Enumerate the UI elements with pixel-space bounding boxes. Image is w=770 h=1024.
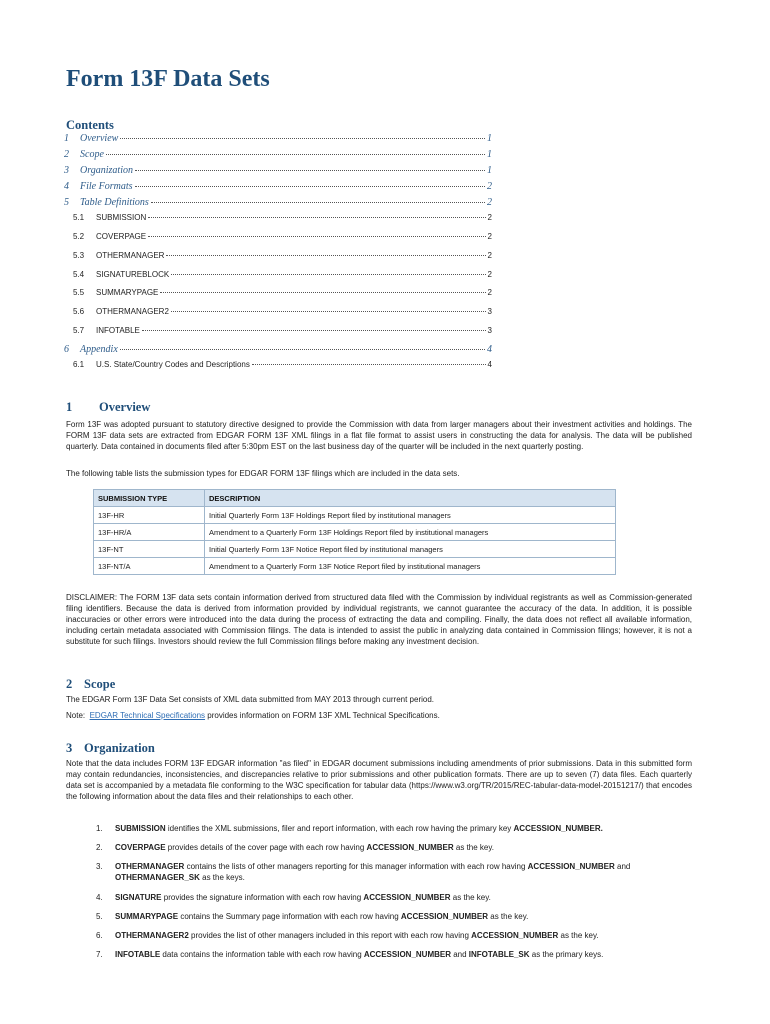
toc-number: 5.1 — [73, 213, 85, 222]
toc-entry[interactable] — [64, 251, 492, 260]
list-item-keyword: ACCESSION_NUMBER — [363, 893, 451, 902]
list-item-fragment: identifies the XML submissions, filer and report information, with each row having the primary key — [165, 824, 514, 833]
list-item-keyword: ACCESSION_NUMBER. — [513, 824, 603, 833]
list-item-keyword: SUBMISSION — [115, 824, 166, 833]
list-item-fragment: provides details of the cover page with each row having — [165, 843, 367, 852]
list-item-keyword: OTHERMANAGER — [115, 862, 185, 871]
toc-leader-dots — [171, 274, 485, 275]
table-header-row — [94, 490, 616, 507]
toc-label: COVERPAGE — [96, 232, 147, 241]
list-item-fragment: provides the signature information with each row having — [161, 893, 364, 902]
toc-leader-dots — [148, 217, 485, 218]
toc-number: 5 — [64, 197, 69, 208]
toc-label: File Formats — [80, 181, 133, 192]
toc-number: 4 — [64, 181, 69, 192]
description-cell: Amendment to a Quarterly Form 13F Holdings Report filed by institutional managers — [205, 524, 616, 541]
list-item-keyword: COVERPAGE — [115, 843, 166, 852]
toc-page-number: 1 — [487, 165, 492, 176]
toc-number: 5.5 — [73, 288, 85, 297]
scope-heading — [66, 677, 115, 692]
toc-leader-dots — [106, 154, 485, 155]
toc-label: SUMMARYPAGE — [96, 288, 159, 297]
edgar-technical-specifications-link[interactable]: EDGAR Technical Specifications — [89, 711, 206, 720]
list-item-fragment: as the primary keys. — [529, 950, 604, 959]
toc-label: OTHERMANAGER2 — [96, 307, 169, 316]
toc-leader-dots — [160, 292, 485, 293]
list-item-number: 7. — [96, 950, 103, 959]
document-title: Form 13F Data Sets — [66, 66, 270, 92]
toc-number: 5.4 — [73, 270, 85, 279]
toc-page-number: 4 — [487, 344, 492, 355]
toc-number: 5.2 — [73, 232, 85, 241]
toc-entry[interactable] — [64, 360, 492, 369]
toc-entry[interactable] — [64, 344, 492, 355]
organization-heading — [66, 741, 155, 756]
submission-types-table — [93, 489, 616, 575]
table-row — [94, 558, 616, 575]
toc-number: 6 — [64, 344, 69, 355]
list-item-keyword: OTHERMANAGER_SK — [115, 873, 200, 882]
overview-table-intro: The following table lists the submission types for EDGAR FORM 13F filings which are included in the data sets. — [66, 469, 460, 478]
toc-label: SUBMISSION — [96, 213, 147, 222]
toc-leader-dots — [120, 138, 485, 139]
list-item-keyword: ACCESSION_NUMBER — [527, 862, 615, 871]
list-item-keyword: ACCESSION_NUMBER — [400, 912, 489, 921]
table-row — [94, 541, 616, 558]
toc-label: Overview — [80, 133, 119, 144]
list-item-text — [115, 892, 695, 903]
toc-leader-dots — [166, 255, 485, 256]
toc-entry[interactable] — [64, 326, 492, 335]
toc-label: Table Definitions — [80, 197, 149, 208]
toc-number: 5.7 — [73, 326, 85, 335]
description-cell: Initial Quarterly Form 13F Notice Report filed by institutional managers — [205, 541, 616, 558]
toc-entry[interactable] — [64, 133, 492, 144]
list-item-keyword: SUMMARYPAGE — [115, 912, 179, 921]
toc-page-number: 3 — [487, 326, 492, 335]
toc-leader-dots — [120, 349, 485, 350]
toc-page-number: 2 — [487, 251, 492, 260]
toc-entry[interactable] — [64, 270, 492, 279]
toc-number: 6.1 — [73, 360, 85, 369]
list-item-number: 4. — [96, 893, 103, 902]
column-header: DESCRIPTION — [205, 490, 616, 507]
submission-type-cell: 13F-HR — [94, 507, 205, 524]
section-title: Organization — [84, 741, 155, 755]
toc-label: Appendix — [80, 344, 118, 355]
toc-entry[interactable] — [64, 197, 492, 208]
overview-heading — [66, 400, 150, 415]
list-item-keyword: OTHERMANAGER2 — [115, 931, 189, 940]
list-item-number: 1. — [96, 824, 103, 833]
list-item-fragment: and — [451, 950, 469, 959]
toc-page-number: 1 — [487, 133, 492, 144]
toc-leader-dots — [135, 186, 486, 187]
submission-type-cell: 13F-NT — [94, 541, 205, 558]
list-item-keyword: ACCESSION_NUMBER — [363, 950, 451, 959]
list-item-fragment: as the keys. — [199, 873, 245, 882]
toc-entry[interactable] — [64, 288, 492, 297]
toc-number: 1 — [64, 133, 69, 144]
toc-entry[interactable] — [64, 232, 492, 241]
column-header: SUBMISSION TYPE — [94, 490, 205, 507]
section-title: Overview — [99, 400, 151, 414]
list-item-fragment: data contains the information table with each row having — [160, 950, 364, 959]
list-item-fragment: provides the list of other managers included in this report with each row having — [188, 931, 472, 940]
toc-page-number: 2 — [487, 232, 492, 241]
toc-page-number: 2 — [487, 213, 492, 222]
toc-page-number: 2 — [487, 181, 492, 192]
list-item-text — [115, 842, 695, 853]
list-item-text — [115, 823, 695, 834]
note-suffix: provides information on FORM 13F XML Technical Specifications. — [205, 711, 440, 720]
toc-leader-dots — [252, 364, 486, 365]
toc-number: 5.3 — [73, 251, 85, 260]
toc-entry[interactable] — [64, 165, 492, 176]
list-item-fragment: as the key. — [453, 843, 494, 852]
list-item-keyword: ACCESSION_NUMBER — [471, 931, 559, 940]
toc-entry[interactable] — [64, 213, 492, 222]
toc-label: SIGNATUREBLOCK — [96, 270, 170, 279]
list-item-text — [115, 861, 695, 883]
toc-leader-dots — [171, 311, 486, 312]
list-item-number: 6. — [96, 931, 103, 940]
note-prefix: Note: — [66, 711, 90, 720]
list-item-text — [115, 911, 695, 922]
list-item-fragment: as the key. — [450, 893, 491, 902]
description-cell: Amendment to a Quarterly Form 13F Notice Report filed by institutional managers — [205, 558, 616, 575]
toc-leader-dots — [142, 330, 486, 331]
toc-number: 2 — [64, 149, 69, 160]
toc-label: Scope — [80, 149, 104, 160]
description-cell: Initial Quarterly Form 13F Holdings Report filed by institutional managers — [205, 507, 616, 524]
list-item-fragment: as the key. — [558, 931, 599, 940]
list-item-fragment: and — [614, 862, 631, 871]
toc-number: 5.6 — [73, 307, 85, 316]
toc-label: INFOTABLE — [96, 326, 140, 335]
toc-label: Organization — [80, 165, 133, 176]
toc-entry[interactable] — [64, 181, 492, 192]
list-item-text — [115, 949, 695, 960]
table-row — [94, 507, 616, 524]
overview-paragraph: Form 13F was adopted pursuant to statutory directive designed to provide the Commission with data from larger managers about their investment activities and holdings. The FORM 13F data sets are extracted from EDGAR FORM 13F XML filings in a flat file format to assist users in constructing the data for analysis. The data will be published quarterly. Data contained in documents filed after 5:30pm EST on the last business day of the quarter will be included in the next quarterly posting. — [66, 420, 692, 451]
contents-heading: Contents — [66, 118, 114, 132]
toc-page-number: 3 — [487, 307, 492, 316]
toc-leader-dots — [135, 170, 485, 171]
list-item-fragment: as the key. — [488, 912, 529, 921]
list-item-text — [115, 930, 695, 941]
organization-paragraph: Note that the data includes FORM 13F EDGAR information "as filed" in EDGAR document submissions including amendments of prior submissions. Data in this submitted form may contain redundancies, inconsistencies, and discrepancies relative to prior submissions and other publication formats. There are up to seven (7) data files. Each quarterly data set is accompanied by a metadata file conforming to the W3C specification for tabular data (https://www.w3.org/TR/2015/REC-tabular-data-model-20151217/) that encodes the following information about the data files and their relationships to each other. — [66, 759, 692, 801]
submission-type-cell: 13F-NT/A — [94, 558, 205, 575]
toc-page-number: 1 — [487, 149, 492, 160]
toc-leader-dots — [148, 236, 485, 237]
toc-page-number: 2 — [487, 288, 492, 297]
list-item-fragment: contains the Summary page information with each row having — [178, 912, 401, 921]
list-item-keyword: INFOTABLE_SK — [468, 950, 530, 959]
scope-paragraph: The EDGAR Form 13F Data Set consists of XML data submitted from MAY 2013 through current period. — [66, 695, 435, 704]
toc-leader-dots — [151, 202, 485, 203]
section-number: 2 — [66, 677, 73, 691]
list-item-keyword: ACCESSION_NUMBER — [366, 843, 454, 852]
list-item-number: 3. — [96, 862, 103, 871]
toc-entry[interactable] — [64, 307, 492, 316]
section-number: 1 — [66, 400, 73, 414]
toc-page-number: 2 — [487, 270, 492, 279]
toc-label: U.S. State/Country Codes and Descriptions — [96, 360, 250, 369]
disclaimer-paragraph: DISCLAIMER: The FORM 13F data sets contain information derived from structured data filed with the Commission by individual registrants as well as Commission-generated filing identifiers. Because the data is derived from information provided by individual registrants, we cannot guarantee the accuracy of the data. In addition, it is possible inaccuracies or other errors were introduced into the data during the process of extracting the data and compiling. Finally, the data does not reflect all available information, including certain metadata associated with Commission filings. The data is intended to assist the public in analyzing data contained in Commission filings; however, it is not a substitute for such filings. Investors should review the full Commission filings before making any investment decision. — [66, 593, 692, 646]
list-item-number: 5. — [96, 912, 103, 921]
toc-page-number: 2 — [487, 197, 492, 208]
section-title: Scope — [84, 677, 116, 691]
toc-page-number: 4 — [487, 360, 492, 369]
list-item-number: 2. — [96, 843, 103, 852]
toc-label: OTHERMANAGER — [96, 251, 165, 260]
toc-entry[interactable] — [64, 149, 492, 160]
toc-number: 3 — [64, 165, 69, 176]
list-item-fragment: contains the lists of other managers reporting for this manager information with each row having — [184, 862, 528, 871]
table-row — [94, 524, 616, 541]
list-item-keyword: SIGNATURE — [115, 893, 162, 902]
list-item-keyword: INFOTABLE — [115, 950, 161, 959]
scope-note — [66, 710, 692, 721]
section-number: 3 — [66, 741, 73, 755]
submission-type-cell: 13F-HR/A — [94, 524, 205, 541]
